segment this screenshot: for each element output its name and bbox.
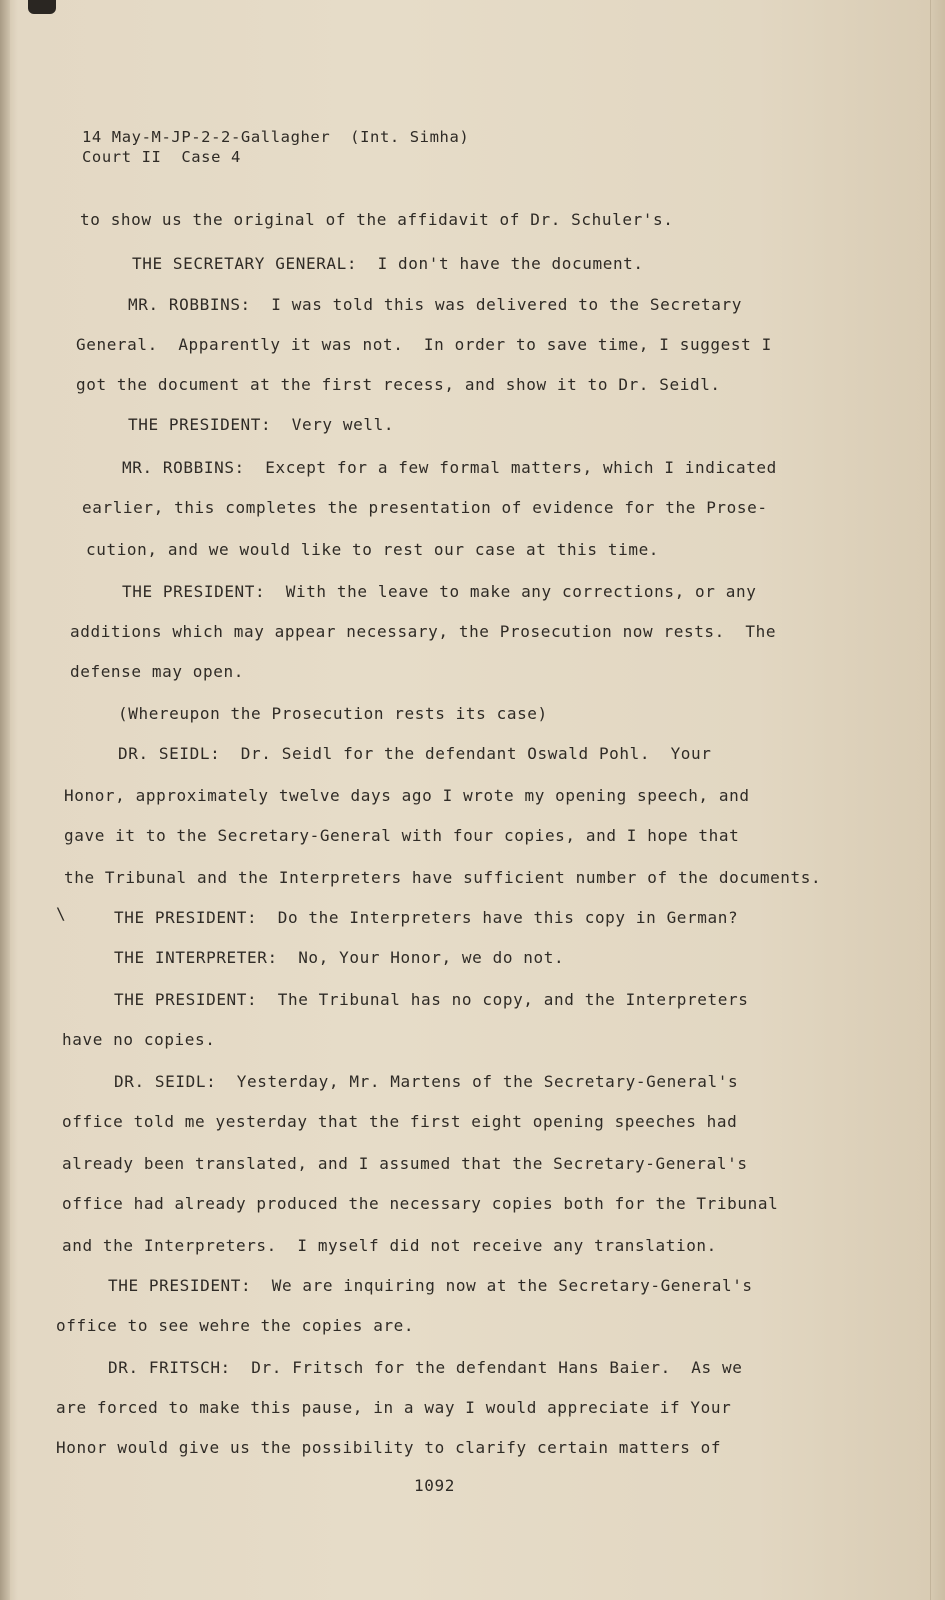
text-line: and the Interpreters. I myself did not receive any translation. xyxy=(62,1236,717,1255)
page-left-edge xyxy=(0,0,10,1600)
page-right-edge xyxy=(930,0,945,1600)
text-line: THE PRESIDENT: The Tribunal has no copy, and the Interpreters xyxy=(114,990,749,1009)
text-line: office to see wehre the copies are. xyxy=(56,1316,415,1335)
text-line: THE SECRETARY GENERAL: I don't have the document. xyxy=(132,254,644,273)
text-line: defense may open. xyxy=(70,662,244,681)
text-line: got the document at the first recess, and show it to Dr. Seidl. xyxy=(76,375,721,394)
text-line: THE PRESIDENT: We are inquiring now at the Secretary-General's xyxy=(108,1276,753,1295)
text-line: are forced to make this pause, in a way I would appreciate if Your xyxy=(56,1398,732,1417)
text-line: THE INTERPRETER: No, Your Honor, we do not. xyxy=(114,948,565,967)
text-line: DR. FRITSCH: Dr. Fritsch for the defendant Hans Baier. As we xyxy=(108,1358,743,1377)
text-line: Honor would give us the possibility to clarify certain matters of xyxy=(56,1438,722,1457)
text-line: have no copies. xyxy=(62,1030,216,1049)
text-line: (Whereupon the Prosecution rests its case) xyxy=(118,704,548,723)
text-line: additions which may appear necessary, the Prosecution now rests. The xyxy=(70,622,777,641)
text-line: THE PRESIDENT: Very well. xyxy=(128,415,395,434)
text-line: THE PRESIDENT: With the leave to make any corrections, or any xyxy=(122,582,757,601)
binder-tab xyxy=(28,0,56,14)
margin-mark: \ xyxy=(56,904,67,923)
text-line: MR. ROBBINS: I was told this was delivered to the Secretary xyxy=(128,295,742,314)
text-line: earlier, this completes the presentation of evidence for the Prose- xyxy=(82,498,768,517)
text-line: MR. ROBBINS: Except for a few formal matters, which I indicated xyxy=(122,458,777,477)
text-line: THE PRESIDENT: Do the Interpreters have this copy in German? xyxy=(114,908,739,927)
text-line: Honor, approximately twelve days ago I wrote my opening speech, and xyxy=(64,786,750,805)
text-line: office had already produced the necessary copies both for the Tribunal xyxy=(62,1194,779,1213)
text-line: to show us the original of the affidavit of Dr. Schuler's. xyxy=(80,210,674,229)
text-line: already been translated, and I assumed that the Secretary-General's xyxy=(62,1154,748,1173)
text-line: General. Apparently it was not. In order to save time, I suggest I xyxy=(76,335,772,354)
text-line: gave it to the Secretary-General with four copies, and I hope that xyxy=(64,826,740,845)
header-line-2: Court II Case 4 xyxy=(82,148,241,166)
text-line: DR. SEIDL: Dr. Seidl for the defendant Oswald Pohl. Your xyxy=(118,744,712,763)
text-line: the Tribunal and the Interpreters have sufficient number of the documents. xyxy=(64,868,822,887)
text-line: DR. SEIDL: Yesterday, Mr. Martens of the Secretary-General's xyxy=(114,1072,739,1091)
header-line-1: 14 May-M-JP-2-2-Gallagher (Int. Simha) xyxy=(82,128,470,146)
text-line: cution, and we would like to rest our case at this time. xyxy=(86,540,660,559)
text-line: office told me yesterday that the first eight opening speeches had xyxy=(62,1112,738,1131)
page-number: 1092 xyxy=(414,1476,455,1495)
